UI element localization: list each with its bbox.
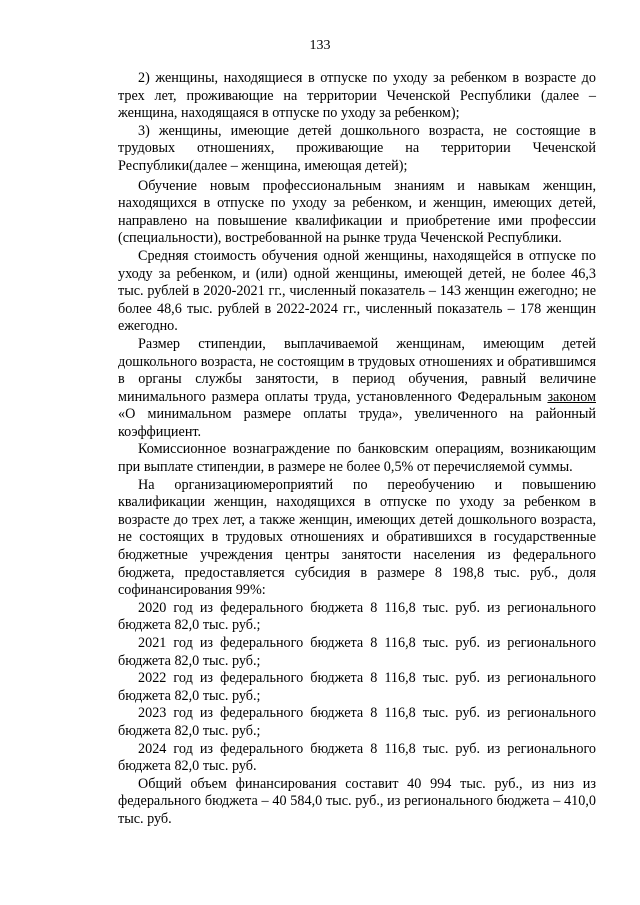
paragraph-commission: Комиссионное вознаграждение по банковским операциям, возникающим при выплате стипендии, в размере не более 0,5% от перечисляемой суммы.	[118, 441, 596, 476]
stipend-text-start: Размер стипендии, выплачиваемой женщинам, имеющим детей дошкольного возраста, не состоящим в трудовых отношениях и обратившимся в органы службы занятости, в период обучения, равный величине минимального размера оплаты труда, установленного Федеральным	[118, 335, 596, 405]
paragraph-year-2023: 2023 год из федерального бюджета 8 116,8 тыс. руб. из регионального бюджета 82,0 тыс. руб.;	[118, 705, 596, 739]
document-body	[118, 70, 596, 829]
paragraph-year-2020: 2020 год из федерального бюджета 8 116,8 тыс. руб. из регионального бюджета 82,0 тыс. руб.;	[118, 599, 596, 634]
stipend-text-end: «О минимальном размере оплаты труда», увеличенного на районный коэффициент.	[118, 406, 596, 440]
paragraph-subsidy: На организациюмероприятий по переобучению и повышению квалификации женщин, находящихся в отпуске по уходу за ребенком в возрасте до трех лет, а также женщин, имеющих детей дошкольного возраста, не состоящих в трудовых отношениях и обратившихся в государственные бюджетные учреждения центры занятости населения из федерального бюджета, предоставляется субсидия в размере 8 198,8 тыс. руб., доля софинансирования 99%:	[118, 476, 596, 599]
paragraph-stipend	[118, 336, 596, 442]
paragraph-women-with-children: 3) женщины, имеющие детей дошкольного возраста, не состоящие в трудовых отношениях, проживающие на территории Чеченской Республики(далее – женщина, имеющая детей);	[118, 122, 596, 174]
page-number: 133	[309, 38, 331, 53]
paragraph-year-2024: 2024 год из федерального бюджета 8 116,8 тыс. руб. из регионального бюджета 82,0 тыс. руб.	[118, 740, 596, 775]
paragraph-women-on-leave: 2) женщины, находящиеся в отпуске по уходу за ребенком в возрасте до трех лет, проживающие на территории Чеченской Республики (далее – женщина, находящаяся в отпуске по уходу за ребенком);	[118, 70, 596, 122]
paragraph-training-purpose: Обучение новым профессиональным знаниям и навыкам женщин, находящихся в отпуске по уходу за ребенком, и женщин, имеющих детей, направлено на повышение квалификации и приобретение ими профессии (специальности), востребованной на рынке труда Чеченской Республики.	[118, 177, 596, 247]
paragraph-training-cost: Средняя стоимость обучения одной женщины, находящейся в отпуске по уходу за ребенком, и (или) одной женщины, имеющей детей, не более 46,3 тыс. рублей в 2020-2021 гг., численный показатель – 143 женщин ежегодно; не более 48,6 тыс. рублей в 2022-2024 гг., численный показатель – 178 женщин ежегодно.	[118, 247, 596, 335]
paragraph-total-financing: Общий объем финансирования составит 40 994 тыс. руб., из низ из федерального бюджета – 40 584,0 тыс. руб., из регионального бюджета – 410,0 тыс. руб.	[118, 775, 596, 827]
law-link[interactable]: законом	[547, 388, 596, 405]
paragraph-year-2021: 2021 год из федерального бюджета 8 116,8 тыс. руб. из регионального бюджета 82,0 тыс. руб.;	[118, 635, 596, 669]
paragraph-year-2022: 2022 год из федерального бюджета 8 116,8 тыс. руб. из регионального бюджета 82,0 тыс. руб.;	[118, 670, 596, 704]
